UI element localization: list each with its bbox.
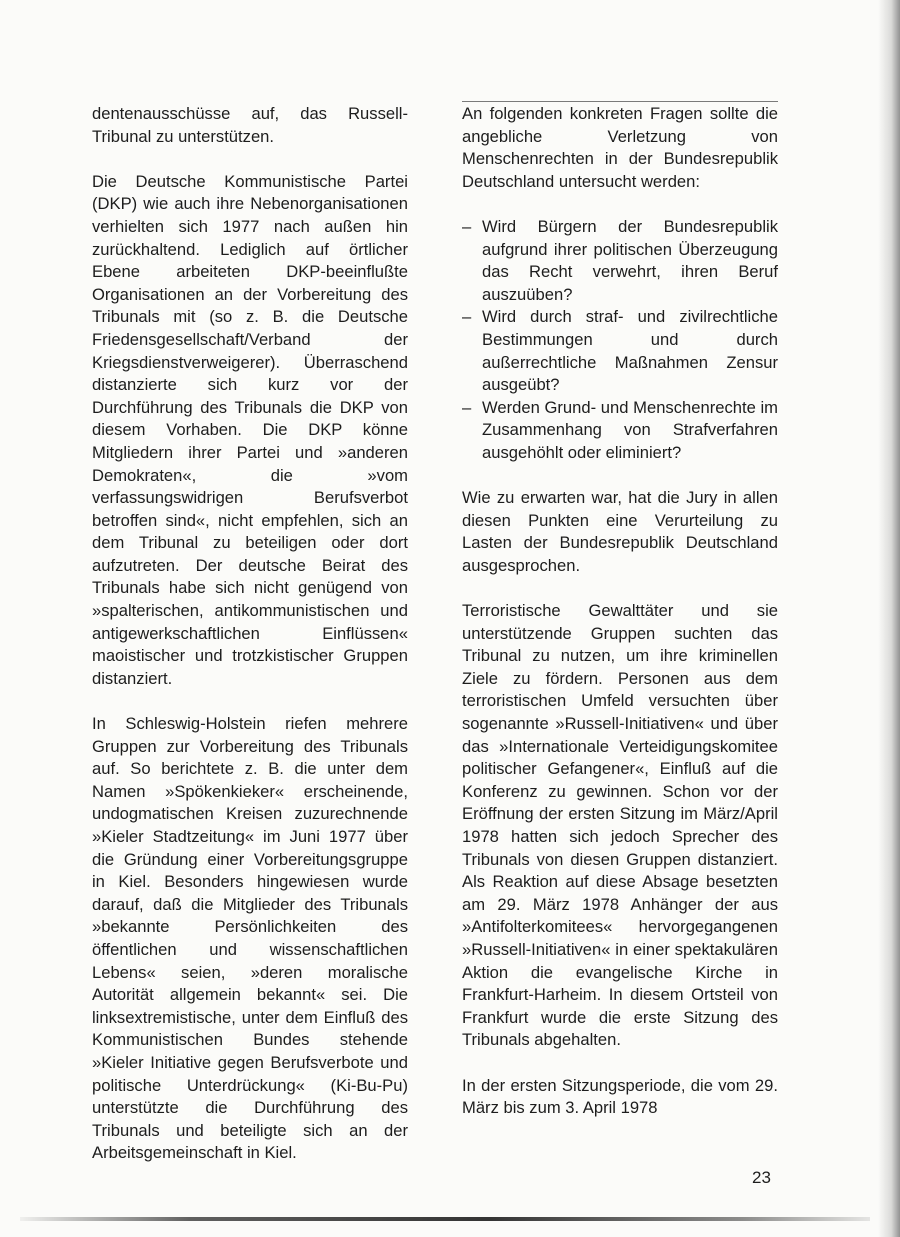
paragraph: In Schleswig-Holstein riefen mehrere Gruppen zur Vorbereitung des Tribunals auf. So berichtete z. B. die unter dem Namen »Spökenkieker« erscheinende, undogmatischen Kreisen zuzurechnende »Kieler Stadtzeitung« im Juni 1977 über die Gründung einer Vorbereitungsgruppe in Kiel. Besonders hingewiesen wurde darauf, daß die Mitglieder des Tribunals »bekannte Persönlichkeiten des öffentlichen und wissenschaftlichen Lebens« seien, »deren moralische Autorität allgemein bekannt« sei. Die linksextremistische, unter dem Einfluß des Kommunistischen Bundes stehende »Kieler Initiative gegen Berufsverbote und politische Unterdrückung« (Ki-Bu-Pu) unterstützte die Durchführung des Tribunals und beteiligte sich an der Arbeitsgemeinschaft in Kiel. xyxy=(92,714,408,1163)
list-item-text: Wird durch straf- und zivilrechtliche Bestimmungen und durch außerrechtliche Maßnahmen Zensur ausgeübt? xyxy=(482,307,778,395)
dash-marker: – xyxy=(462,397,472,417)
paragraph: Wie zu erwarten war, hat die Jury in allen diesen Punkten eine Verurteilung zu Lasten der Bundesrepublik Deutschland ausgesprochen. xyxy=(462,488,778,575)
paragraph: Terroristische Gewalttäter und sie unterstützende Gruppen suchten das Tribunal zu nutzen, um ihre kriminellen Ziele zu fördern. Personen aus dem terroristischen Umfeld versuchten über sogenannte »Russell-Initiativen« und über das »Internationale Verteidigungskomitee politischer Gefangener«, Einfluß auf die Konferenz zu gewinnen. Schon vor der Eröffnung der ersten Sitzung im März/April 1978 hatten sich jedoch Sprecher des Tribunals von diesen Gruppen distanziert. Als Reaktion auf diese Absage besetzten am 29. März 1978 Anhänger der aus »Antifolterkomitees« hervorgegangenen »Russell-Initiativen« in einer spektakulären Aktion die evangelische Kirche in Frankfurt-Harheim. In diesem Ortsteil von Frankfurt wurde die erste Sitzung des Tribunals abgehalten. xyxy=(462,601,778,1050)
bottom-rule xyxy=(20,1217,870,1221)
paragraph: dentenausschüsse auf, das Russell-Tribunal zu unterstützen. xyxy=(92,104,408,146)
list-item xyxy=(462,306,778,396)
dash-marker: – xyxy=(462,216,472,236)
page-edge-shadow xyxy=(878,0,900,1237)
dash-marker: – xyxy=(462,307,472,327)
paragraph: In der ersten Sitzungsperiode, die vom 29. März bis zum 3. April 1978 xyxy=(462,1075,778,1118)
left-column xyxy=(92,103,408,1188)
paragraph: An folgenden konkreten Fragen sollte die angebliche Verletzung von Menschenrechten in der Bundesrepublik Deutschland untersucht werden: xyxy=(462,104,778,191)
page-number: 23 xyxy=(752,1168,771,1187)
list-item xyxy=(462,216,778,306)
paragraph: Die Deutsche Kommunistische Partei (DKP) wie auch ihre Nebenorganisationen verhielten sich 1977 nach außen hin zurückhaltend. Lediglich auf örtlicher Ebene arbeiteten DKP-beeinflußte Organisationen an der Vorbereitung des Tribunals mit (so z. B. die Deutsche Friedensgesellschaft/Verband der Kriegsdienstverweigerer). Überraschend distanzierte sich kurz vor der Durchführung des Tribunals die DKP von diesem Vorhaben. Die DKP könne Mitgliedern ihrer Partei und »anderen Demokraten«, die »vom verfassungswidrigen Berufsverbot betroffen sind«, nicht empfehlen, sich an dem Tribunal zu beteiligen oder dort aufzutreten. Der deutsche Beirat des Tribunals habe sich nicht genügend von »spalterischen, antikommunistischen und antigewerkschaftlichen Einflüssen« maoistischer und trotzkistischer Gruppen distanziert. xyxy=(92,171,408,688)
question-list xyxy=(462,216,778,465)
right-column xyxy=(462,103,778,1142)
list-item-text: Werden Grund- und Menschenrechte im Zusammenhang von Strafverfahren ausgehöhlt oder eliminiert? xyxy=(482,397,778,462)
top-rule xyxy=(462,101,778,102)
list-item xyxy=(462,397,778,465)
list-item-text: Wird Bürgern der Bundesrepublik aufgrund ihrer politischen Überzeugung das Recht verwehrt, ihren Beruf auszuüben? xyxy=(482,216,778,304)
